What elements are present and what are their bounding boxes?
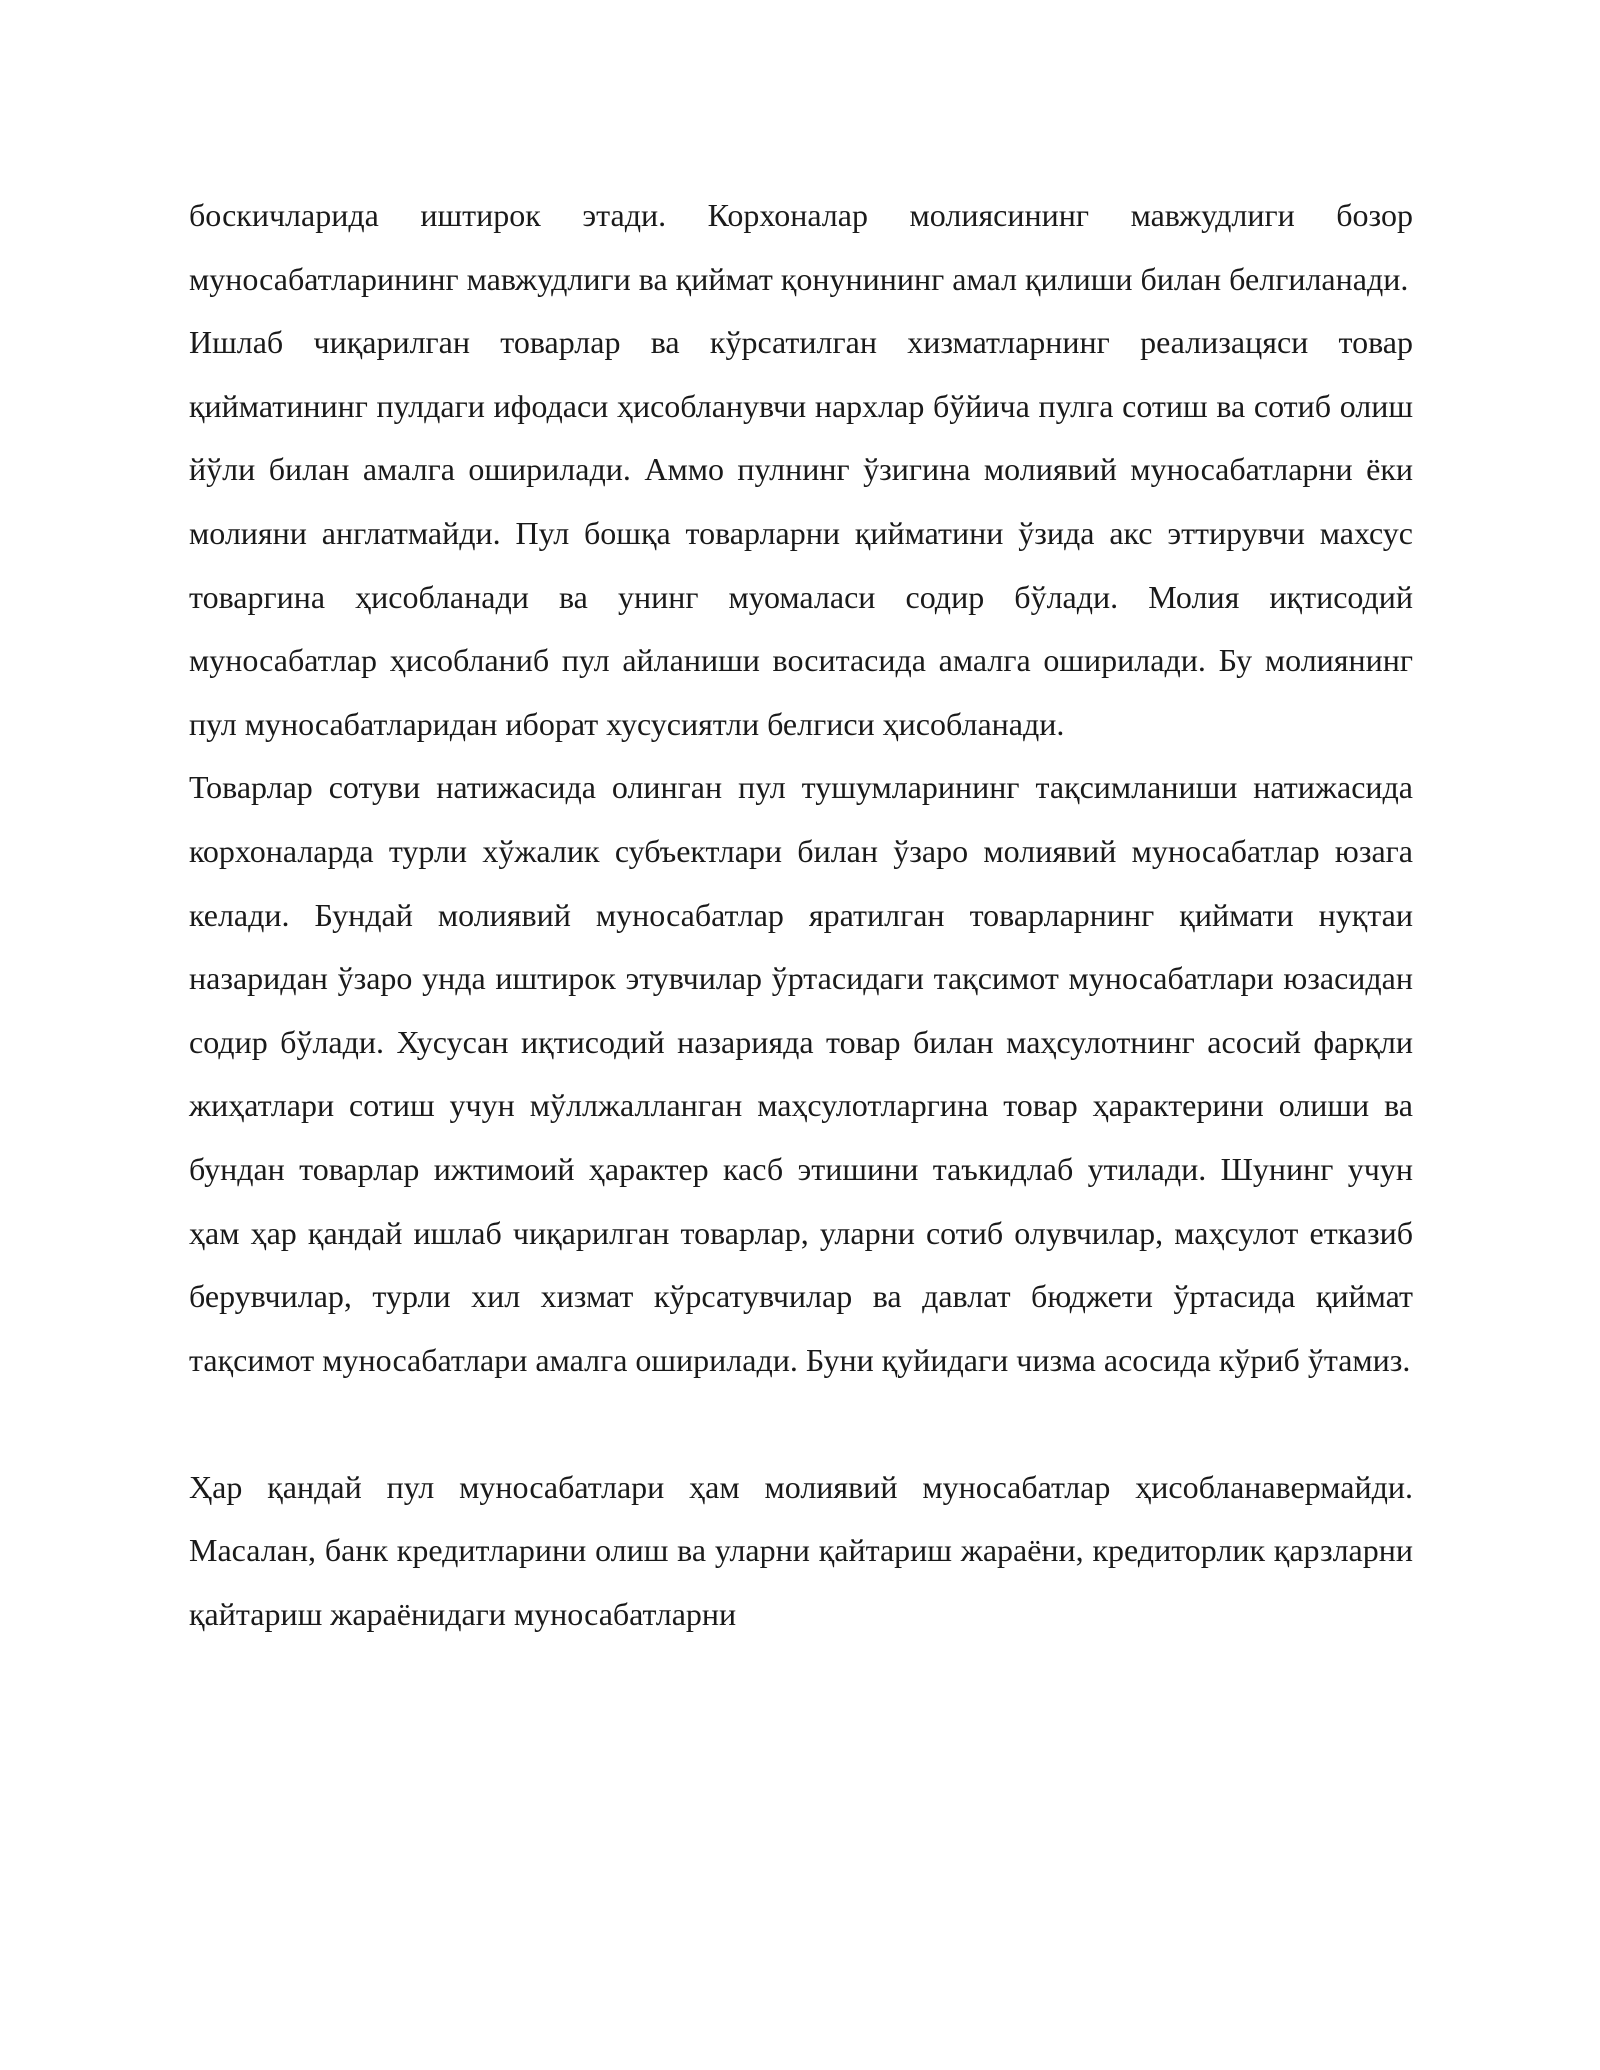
document-body <box>189 184 1413 1647</box>
paragraph-sales-distribution: Товарлар сотуви натижасида олинган пул тушумларининг тақсимланиши натижасида корхоналарда турли хўжалик субъектлари билан ўзаро молиявий муносабатлар юзага келади. Бундай молиявий муносабатлар яратилган товарларнинг қиймати нуқтаи назаридан ўзаро унда иштирок этувчилар ўртасидаги тақсимот муносабатлари юзасидан содир бўлади. Хусусан иқтисодий назарияда товар билан маҳсулотнинг асосий фарқли жиҳатлари сотиш учун мўллжалланган маҳсулотларгина товар ҳарактерини олиши ва бундан товарлар ижтимоий ҳарактер касб этишини таъкидлаб утилади. Шунинг учун ҳам ҳар қандай ишлаб чиқарилган товарлар, уларни сотиб олувчилар, маҳсулот етказиб берувчилар, турли хил хизмат кўрсатувчилар ва давлат бюджети ўртасида қиймат тақсимот муносабатлари амалга оширилади. Буни қуйидаги чизма асосида кўриб ўтамиз. <box>189 769 1413 1378</box>
paragraph-money-relations: Ҳар қандай пул муносабатлари ҳам молиявий муносабатлар ҳисобланавермайди. Масалан, банк кредитларини олиш ва уларни қайтариш жараёни, кредиторлик қарзларни қайтариш жараёнидаги муносабатларни <box>189 1468 1413 1633</box>
paragraph-market-relations: боскичларида иштирок этади. Корхоналар молиясининг мавжудлиги бозор муносабатларининг мавжудлиги ва қиймат қонунининг амал қилиши билан белгиланади. <box>189 197 1413 297</box>
paragraph-spacer <box>189 1392 1413 1456</box>
paragraph-money-and-goods: Ишлаб чиқарилган товарлар ва кўрсатилган хизматларнинг реализацяси товар қийматининг пулдаги ифодаси ҳисобланувчи нархлар бўйича пулга сотиш ва сотиб олиш йўли билан амалга оширилади. Аммо пулнинг ўзигина молиявий муносабатларни ёки молияни англатмайди. Пул бошқа товарларни қийматини ўзида акс эттирувчи махсус товаргина ҳисобланади ва унинг муомаласи содир бўлади. Молия иқтисодий муносабатлар ҳисобланиб пул айланиши воситасида амалга оширилади. Бу молиянинг пул муносабатларидан иборат хусусиятли белгиси ҳисобланади. <box>189 324 1413 742</box>
